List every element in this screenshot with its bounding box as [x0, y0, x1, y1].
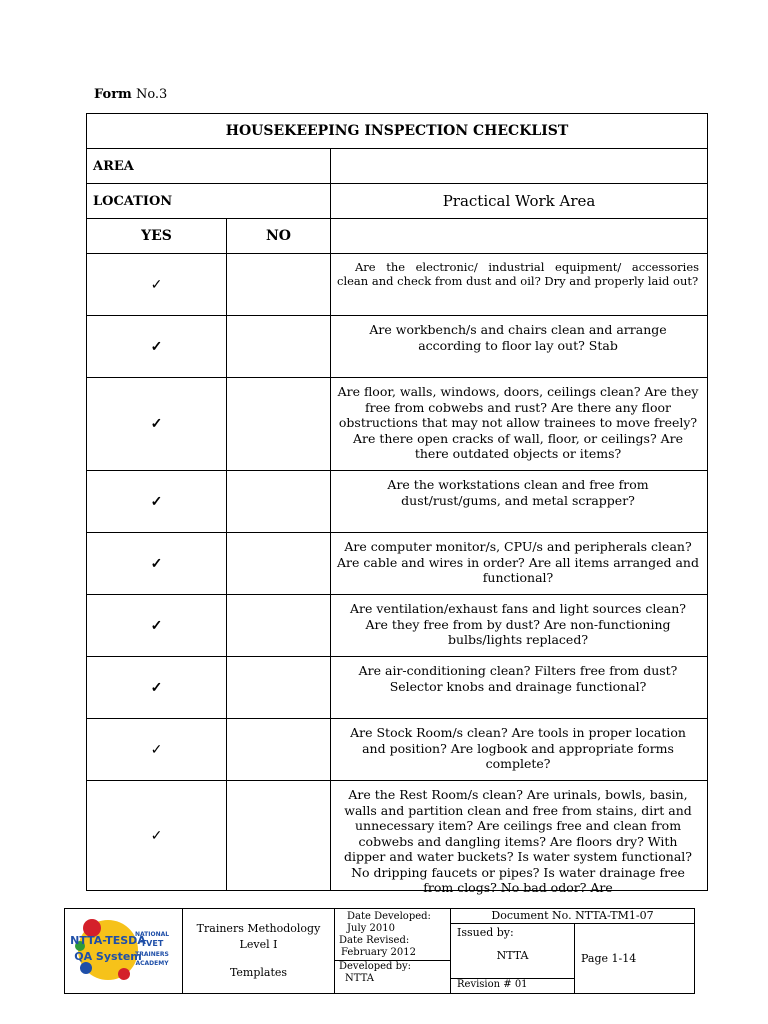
- location-label: LOCATION: [87, 184, 331, 219]
- question-cell: [331, 471, 708, 533]
- checklist-row: [87, 378, 708, 471]
- check-mark-icon: ✓: [150, 617, 163, 634]
- logo-side-2: TVET: [140, 938, 163, 948]
- yes-header: YES: [87, 219, 227, 254]
- yes-check-cell[interactable]: [87, 719, 227, 781]
- logo-text-1: NTTA-TESDA: [69, 933, 146, 947]
- yes-check-cell[interactable]: [87, 378, 227, 471]
- ntta-logo-icon: [69, 914, 176, 986]
- question-text: Are the Rest Room/s clean? Are urinals, bowls, basin, walls and partition clean and free from stains, dirt and unnecessary item? Are ceilings free and clean from cobwebs and dangling items? Are floors dry? With dipper and water buckets? Is water system functional? No dripping faucets or pipes? Is water drainage free from clogs? No bad odor? Are: [344, 787, 692, 895]
- no-check-cell[interactable]: [227, 719, 331, 781]
- no-check-cell[interactable]: [227, 378, 331, 471]
- issued-by-label: Issued by:: [457, 926, 514, 939]
- check-mark-icon: ✓: [150, 679, 163, 696]
- date-developed-label: Date Developed:: [347, 911, 431, 922]
- question-text: Are Stock Room/s clean? Are tools in proper location and position? Are logbook and appropriate forms complete?: [350, 725, 686, 771]
- form-number-value: No.3: [135, 87, 168, 102]
- checklist-row: [87, 254, 708, 316]
- form-number: [94, 87, 167, 102]
- check-mark-icon: ✓: [150, 338, 163, 355]
- dates-cell: [335, 909, 451, 994]
- check-mark-icon: ✓: [150, 741, 163, 758]
- yes-check-cell[interactable]: [87, 781, 227, 891]
- date-developed-value: July 2010: [347, 923, 395, 934]
- no-check-cell[interactable]: [227, 254, 331, 316]
- location-value: Practical Work Area: [331, 184, 708, 219]
- no-header: NO: [227, 219, 331, 254]
- checklist-row: [87, 595, 708, 657]
- issued-by-cell: [451, 924, 575, 979]
- no-check-cell[interactable]: [227, 657, 331, 719]
- yes-check-cell[interactable]: [87, 316, 227, 378]
- page-number: Page 1-14: [575, 924, 695, 994]
- ntta-logo: [65, 909, 183, 994]
- document-footer: [64, 908, 695, 994]
- check-mark-icon: ✓: [150, 276, 163, 293]
- check-mark-icon: ✓: [150, 493, 163, 510]
- yes-check-cell[interactable]: [87, 254, 227, 316]
- no-check-cell[interactable]: [227, 471, 331, 533]
- revision-number: Revision # 01: [451, 979, 575, 994]
- question-cell: [331, 378, 708, 471]
- question-header: [331, 219, 708, 254]
- no-check-cell[interactable]: [227, 533, 331, 595]
- issued-by-value: NTTA: [496, 949, 529, 962]
- question-cell: [331, 316, 708, 378]
- no-check-cell[interactable]: [227, 316, 331, 378]
- course-section: Templates: [229, 966, 288, 979]
- logo-text-2: QA System: [73, 949, 142, 963]
- question-cell: [331, 254, 708, 316]
- yes-check-cell[interactable]: [87, 471, 227, 533]
- form-label: Form: [94, 87, 132, 102]
- yes-check-cell[interactable]: [87, 533, 227, 595]
- question-text: Are air-conditioning clean? Filters free from dust? Selector knobs and drainage functional?: [358, 663, 678, 694]
- check-mark-icon: ✓: [150, 827, 163, 844]
- question-cell: [331, 781, 708, 895]
- checklist-row: [87, 471, 708, 533]
- question-text: Are the workstations clean and free from dust/rust/gums, and metal scrapper?: [387, 477, 649, 508]
- date-revised-label: Date Revised:: [339, 935, 410, 946]
- logo-side-4: ACADEMY: [134, 959, 169, 967]
- no-check-cell[interactable]: [227, 781, 331, 891]
- logo-side-3: TRAINERS: [134, 950, 169, 958]
- yes-check-cell[interactable]: [87, 657, 227, 719]
- checklist-row: [87, 781, 708, 891]
- document-number: Document No. NTTA-TM1-07: [451, 909, 695, 924]
- check-mark-icon: ✓: [150, 416, 163, 432]
- checklist-row: [87, 533, 708, 595]
- area-label: AREA: [87, 149, 331, 184]
- checklist-title: HOUSEKEEPING INSPECTION CHECKLIST: [87, 114, 708, 149]
- date-revised-value: February 2012: [335, 947, 450, 961]
- area-value: [331, 149, 708, 184]
- question-text: Are floor, walls, windows, doors, ceilings clean? Are they free from cobwebs and rust? Are there any floor obstructions that may not allow trainees to move freely? Are there open cracks of wall, floor, or ceilings? Are there outdated objects or items?: [337, 384, 699, 461]
- checklist-row: [87, 657, 708, 719]
- developed-by-value: NTTA: [345, 973, 374, 984]
- question-text: Are workbench/s and chairs clean and arrange according to floor lay out? Stab: [369, 322, 667, 353]
- checklist-row: [87, 719, 708, 781]
- question-cell: [331, 533, 708, 595]
- developed-by-label: Developed by:: [339, 961, 412, 972]
- checklist-table: [86, 113, 708, 895]
- question-cell: [331, 719, 708, 781]
- logo-side-1: NATIONAL: [134, 930, 169, 938]
- question-cell: [331, 657, 708, 719]
- checklist-items: [87, 254, 708, 895]
- yes-check-cell[interactable]: [87, 595, 227, 657]
- no-check-cell[interactable]: [227, 595, 331, 657]
- course-cell: [183, 909, 335, 994]
- question-text: Are the electronic/ industrial equipment/ accessories clean and check from dust and oil? Dry and properly laid out?: [337, 260, 700, 288]
- question-text: Are computer monitor/s, CPU/s and peripherals clean? Are cable and wires in order? Are all items arranged and functional?: [337, 539, 699, 585]
- course-title: Trainers Methodology Level I: [196, 922, 321, 951]
- question-text: Are ventilation/exhaust fans and light sources clean? Are they free from by dust? Are non-functioning bulbs/lights replaced?: [350, 601, 686, 647]
- check-mark-icon: ✓: [150, 555, 163, 572]
- question-cell: [331, 595, 708, 657]
- checklist-row: [87, 316, 708, 378]
